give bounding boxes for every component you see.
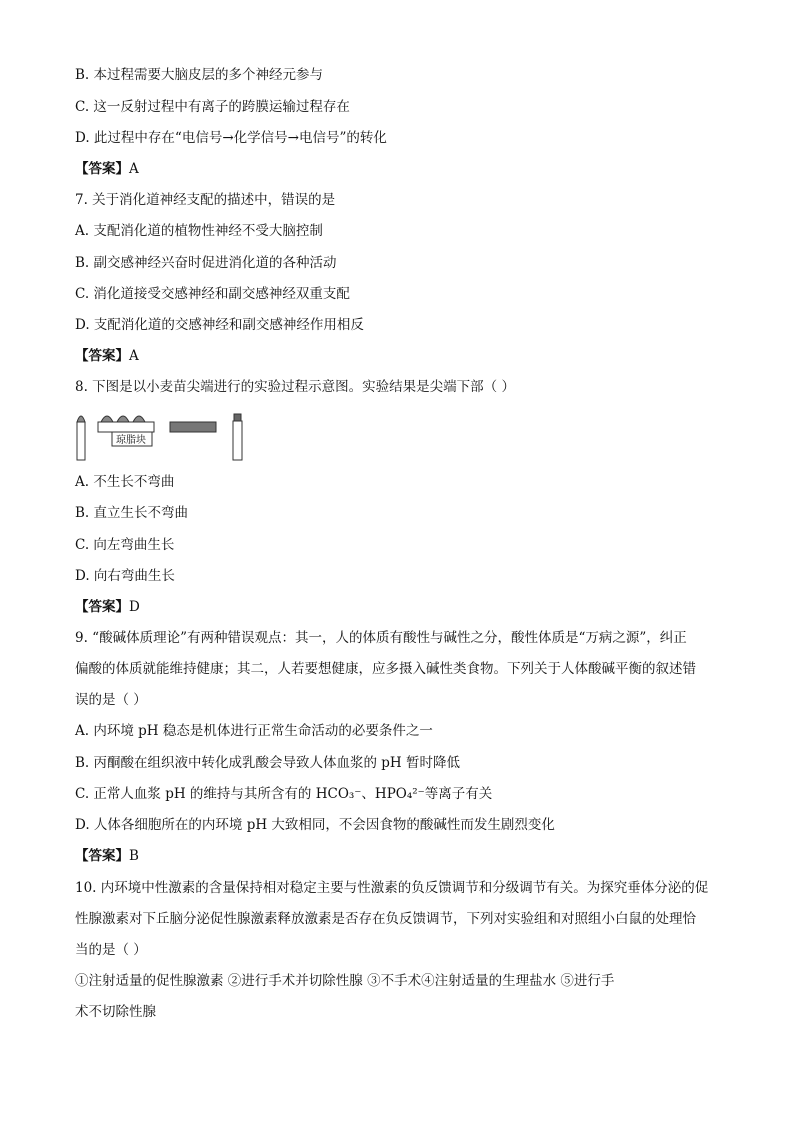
q9-answer <box>75 847 139 865</box>
q10-choices-line1: ①注射适量的促性腺激素 ②进行手术并切除性腺 ③不手术④注射适量的生理盐水 ⑤进行手 <box>75 973 615 989</box>
q7-option-b: B. 副交感神经兴奋时促进消化道的各种活动 <box>75 255 337 271</box>
answer-value: A <box>129 161 139 177</box>
q9-option-b: B. 丙酮酸在组织液中转化成乳酸会导致人体血浆的 pH 暂时降低 <box>75 755 460 771</box>
q7-option-c: C. 消化道接受交感神经和副交感神经双重支配 <box>75 286 350 302</box>
q10-stem-line2: 性腺激素对下丘脑分泌促性腺激素释放激素是否存在负反馈调节，下列对实验组和对照组小白鼠的处理恰 <box>75 911 696 927</box>
q9-stem-line1: 9. “酸碱体质理论”有两种错误观点：其一，人的体质有酸性与碱性之分，酸性体质是“万病之源”，纠正 <box>75 630 687 646</box>
q9-option-d: D. 人体各细胞所在的内环境 pH 大致相同，不会因食物的酸碱性而发生剧烈变化 <box>75 817 555 833</box>
q6-option-c: C. 这一反射过程中有离子的跨膜运输过程存在 <box>75 99 350 115</box>
answer-value: D <box>129 599 140 615</box>
answer-label: 【答案】 <box>75 848 129 864</box>
seedling-stem-right <box>233 421 242 460</box>
q6-answer <box>75 160 139 178</box>
q10-stem-line3: 当的是（ ） <box>75 942 147 958</box>
q8-option-b: B. 直立生长不弯曲 <box>75 505 189 521</box>
agar-block-top <box>98 422 154 432</box>
answer-label: 【答案】 <box>75 161 129 177</box>
figure-label: 琼脂块 <box>116 435 146 446</box>
q9-option-a: A. 内环境 pH 稳态是机体进行正常生命活动的必要条件之一 <box>75 723 433 739</box>
q10-choices-line2: 术不切除性腺 <box>75 1004 156 1020</box>
q9-stem-line3: 误的是（ ） <box>75 692 147 708</box>
answer-label: 【答案】 <box>75 599 129 615</box>
q9-option-c: C. 正常人血浆 pH 的维持与其所含有的 HCO₃⁻、HPO₄²⁻等离子有关 <box>75 786 493 802</box>
q7-stem: 7. 关于消化道神经支配的描述中，错误的是 <box>75 192 336 208</box>
q8-option-a: A. 不生长不弯曲 <box>75 474 175 490</box>
q6-option-b: B. 本过程需要大脑皮层的多个神经元参与 <box>75 67 324 83</box>
answer-value: B <box>129 848 139 864</box>
q8-answer <box>75 598 140 616</box>
q8-option-c: C. 向左弯曲生长 <box>75 537 175 553</box>
q8-option-d: D. 向右弯曲生长 <box>75 568 175 584</box>
coleoptile-experiment-figure <box>72 408 262 464</box>
q7-answer <box>75 347 139 365</box>
q6-option-d: D. 此过程中存在“电信号→化学信号→电信号”的转化 <box>75 130 387 146</box>
answer-label: 【答案】 <box>75 348 129 364</box>
q7-option-d: D. 支配消化道的交感神经和副交感神经作用相反 <box>75 317 364 333</box>
q8-stem: 8. 下图是以小麦苗尖端进行的实验过程示意图。实验结果是尖端下部（ ） <box>75 379 515 395</box>
agar-on-stem <box>234 414 241 421</box>
answer-value: A <box>129 348 139 364</box>
q10-stem-line1: 10. 内环境中性激素的含量保持相对稳定主要与性激素的负反馈调节和分级调节有关。为探究垂体分泌的促 <box>75 880 709 896</box>
q9-stem-line2: 偏酸的体质就能维持健康；其二，人若要想健康，应多摄入碱性类食物。下列关于人体酸碱平衡的叙述错 <box>75 661 696 677</box>
shaded-agar-block <box>170 422 216 432</box>
seedling-stem-left <box>77 422 85 460</box>
coleoptile-tip-left <box>77 416 85 422</box>
q7-option-a: A. 支配消化道的植物性神经不受大脑控制 <box>75 223 323 239</box>
